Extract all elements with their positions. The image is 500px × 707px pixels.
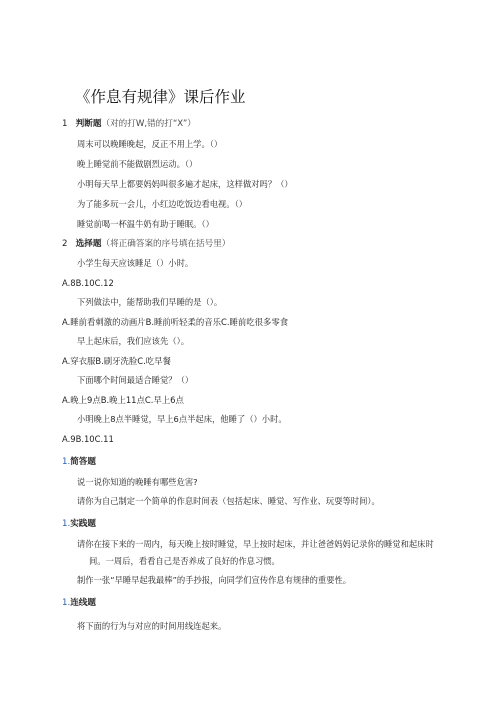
choice-question-4: 下面哪个时间最适合睡觉？（） xyxy=(77,375,194,385)
choice-options-2: A.睡前看刺激的动画片B.睡前听轻柔的音乐C.睡前吃很多零食 xyxy=(62,317,289,327)
section-label: 选择题 xyxy=(75,239,102,249)
matching-item-1: 将下面的行为与对应的时间用线连起来。 xyxy=(77,621,227,631)
practice-item-1-line-2: 间。一周后，看看自己是否养成了良好的作息习惯。 xyxy=(89,556,280,566)
judgement-item-1: 周末可以晚睡晚起，反正不用上学。（） xyxy=(77,139,223,149)
section-label: 判断题 xyxy=(75,119,102,129)
section-note: （对的打W,错的打“X”） xyxy=(101,119,196,129)
section-number: 1. xyxy=(62,519,71,529)
practice-item-1-line-1: 请你在接下来的一周内，每天晚上按时睡觉，早上按时起床，并让爸爸妈妈记录你的睡觉和起床时 xyxy=(77,539,434,549)
judgement-item-2: 晚上睡觉前不能做剧烈运动。（） xyxy=(77,159,198,169)
choice-question-1: 小学生每天应该睡足（）小时。 xyxy=(77,258,194,268)
practice-item-2: 制作一张“早睡早起我最棒”的手抄报，向同学们宣传作息有规律的重要性。 xyxy=(77,575,352,585)
section-matching-heading xyxy=(62,599,96,608)
section-short-answer-heading xyxy=(62,458,96,467)
choice-options-1: A.8B.10C.12 xyxy=(62,278,114,288)
choice-options-4: A.晚上9点B.晚上11点C.早上6点 xyxy=(62,395,184,405)
section-practice-heading xyxy=(62,520,96,529)
short-answer-item-1: 说一说你知道的晚睡有哪些危害? xyxy=(77,477,198,487)
section-number: 1. xyxy=(62,598,71,608)
section-choice-heading xyxy=(62,240,230,249)
section-note: （将正确答案的序号填在括号里） xyxy=(101,239,231,249)
choice-question-3: 早上起床后，我们应该先（）。 xyxy=(77,336,190,346)
short-answer-item-2: 请你为自己制定一个简单的作息时间表（包括起床、睡觉、写作业、玩耍等时间）。 xyxy=(77,496,380,506)
section-label: 连线题 xyxy=(70,598,96,608)
section-number: 2 xyxy=(62,239,68,249)
choice-question-5: 小明晚上8点半睡觉，早上6点半起床，他睡了（）小时。 xyxy=(77,414,287,424)
choice-options-5: A.9B.10C.11 xyxy=(62,434,114,444)
choice-question-2: 下列做法中，能帮助我们早睡的是（）。 xyxy=(77,297,223,307)
judgement-item-3: 小明每天早上都要妈妈叫很多遍才起床，这样做对吗？（） xyxy=(77,179,293,189)
section-judgement-heading xyxy=(62,120,196,129)
section-number: 1 xyxy=(62,119,68,129)
section-number: 1. xyxy=(62,457,71,467)
choice-options-3: A.穿衣服B.刷牙洗脸C.吃早餐 xyxy=(62,356,171,366)
page-title: 《作息有规律》课后作业 xyxy=(75,88,246,106)
judgement-item-5: 睡觉前喝一杯温牛奶有助于睡眠。（） xyxy=(77,219,214,229)
section-label: 简答题 xyxy=(70,457,96,467)
judgement-item-4: 为了能多玩一会儿，小红边吃饭边看电视。（） xyxy=(77,199,248,209)
section-label: 实践题 xyxy=(70,519,96,529)
